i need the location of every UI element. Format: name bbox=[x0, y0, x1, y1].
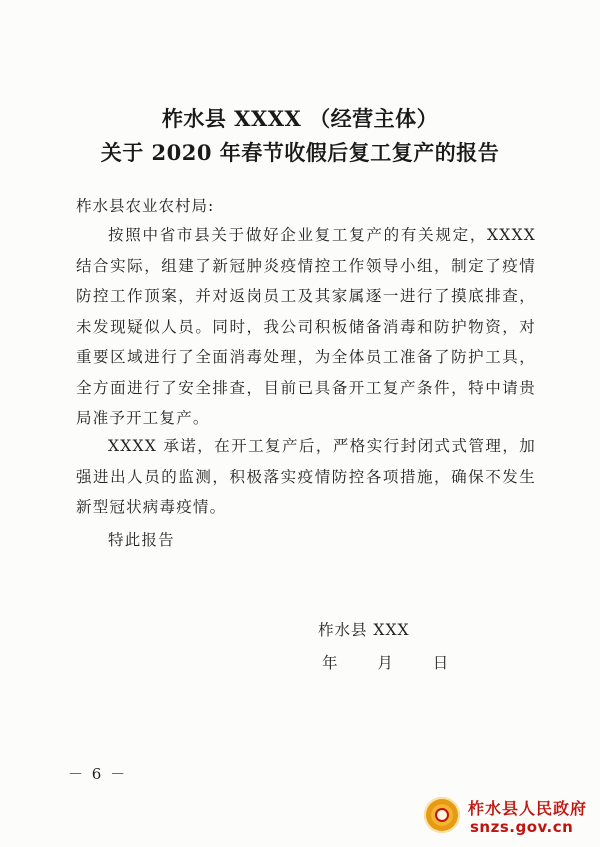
watermark-url[interactable]: snzs.gov.cn bbox=[470, 818, 574, 836]
report-title-line1: 柞水县 XXXX （经营主体） bbox=[161, 106, 439, 131]
date-month-label: 月 bbox=[377, 654, 393, 672]
body-paragraph-1: 按照中省市县关于做好企业复工复产的有关规定，XXXX 结合实际，组建了新冠肿炎疫情控工作领导小组，制定了疫情防控工作顶案，并对返岗员工及其家属逐一进行了摸底排查，未发现疑似人员。同时，我公司积板储备消毒和防护物资，对重要区域进行了全面消毒处理，为全体员工准备了防护工具，全方面进行了安全排查，目前已具备开工复产条件，特中请贵局准予开工复产。 bbox=[76, 226, 536, 427]
report-title-line2: 关于 2020 年春节收假后复工复产的报告 bbox=[100, 140, 500, 165]
signature-organization: 柞水县 XXX bbox=[318, 621, 410, 639]
county-emblem-icon bbox=[424, 797, 460, 833]
date-year-label: 年 bbox=[322, 654, 338, 672]
recipient-line: 柞水县农业农村局: bbox=[76, 197, 215, 215]
signature-date bbox=[322, 651, 448, 673]
closing-line: 特此报告 bbox=[108, 531, 175, 549]
government-watermark[interactable] bbox=[420, 791, 598, 843]
body-paragraph-2: XXXX 承诺，在开工复产后，严格实行封闭式式管理，加强进出人员的监测，积极落实疫情防控各项措施，确保不发生新型冠状病毒疫情。 bbox=[76, 437, 536, 516]
watermark-name: 柞水县人民政府 bbox=[468, 799, 588, 818]
page-number: － 6 － bbox=[68, 765, 128, 783]
date-day-label: 日 bbox=[432, 654, 449, 672]
